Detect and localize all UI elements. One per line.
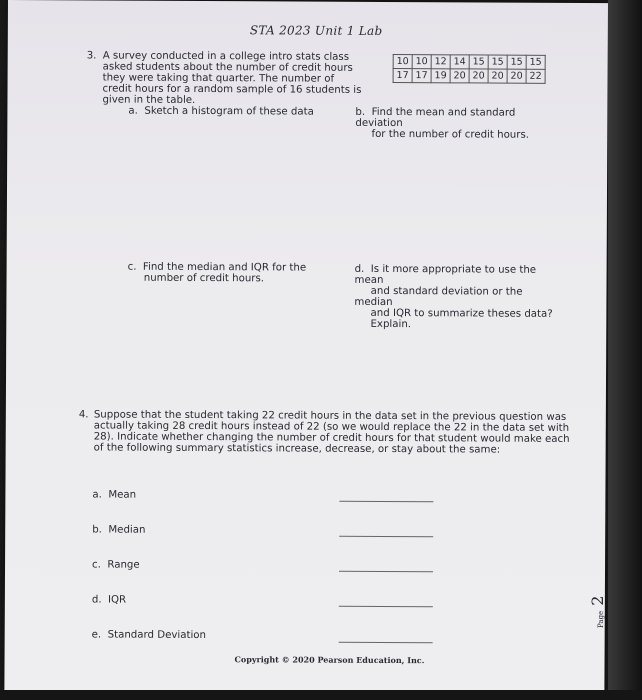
credit-hours-table <box>393 54 546 84</box>
question-3-text: A survey conducted in a college intro stats class asked students about the number of credit hours they were taking that quarter. The number of credit hours for a random sample of 16 students is given in the table. <box>102 50 365 106</box>
table-cell: 20 <box>488 69 507 83</box>
table-cell: 15 <box>507 55 526 69</box>
answer-line-mean <box>339 501 433 502</box>
table-cell: 20 <box>469 69 488 83</box>
question-4b-median: b. Median <box>92 524 146 536</box>
answer-line-range <box>339 571 433 572</box>
table-cell: 10 <box>393 55 412 69</box>
question-3-number: 3. <box>86 50 97 62</box>
answer-line-std-dev <box>339 642 433 643</box>
answer-line-iqr <box>339 606 433 607</box>
copyright-notice: Copyright © 2020 Pearson Education, Inc. <box>234 654 425 666</box>
table-row <box>393 55 545 70</box>
background-edge <box>608 0 642 700</box>
table-row <box>393 69 545 84</box>
page-number <box>588 596 607 628</box>
table-cell: 14 <box>450 55 469 69</box>
question-4e-std-dev: e. Standard Deviation <box>91 629 207 642</box>
table-cell: 15 <box>469 55 488 69</box>
question-3a: a. Sketch a histogram of these data <box>128 105 314 118</box>
table-cell: 10 <box>412 55 431 69</box>
question-4a-mean: a. Mean <box>92 489 137 501</box>
table-cell: 12 <box>431 55 450 69</box>
table-cell: 17 <box>393 69 412 83</box>
background-edge-bottom <box>0 690 642 700</box>
question-3b: b. Find the mean and standard deviation for the number of credit hours. <box>355 106 530 141</box>
question-4-text: Suppose that the student taking 22 credit hours in the data set in the previous question was actually taking 28 credit hours instead of 22 (so we would replace the 22 in the data set with 28). Indicate whether changing the number of credit hours for that student would make each of the following summary statistics increase, decrease, or stay about the same: <box>93 409 573 456</box>
question-4c-range: c. Range <box>92 559 140 571</box>
table-cell: 15 <box>488 55 507 69</box>
table-cell: 20 <box>450 69 469 83</box>
table-cell: 22 <box>526 69 545 83</box>
answer-line-median <box>339 536 433 537</box>
page-number-value: 2 <box>588 595 607 606</box>
table-cell: 15 <box>526 55 545 69</box>
question-3c: c. Find the median and IQR for the number of credit hours. <box>127 261 307 285</box>
question-3d: d. Is it more appropriate to use the mean and standard deviation or the median and IQR to summarize theses data? Explain. <box>354 263 553 331</box>
question-4-number: 4. <box>78 409 89 421</box>
page-label: Page <box>597 610 605 628</box>
question-4d-iqr: d. IQR <box>91 594 127 606</box>
worksheet-page <box>4 0 608 695</box>
table-cell: 19 <box>431 69 450 83</box>
table-cell: 17 <box>412 69 431 83</box>
worksheet-title: STA 2023 Unit 1 Lab <box>249 23 383 38</box>
table-cell: 20 <box>507 69 526 83</box>
